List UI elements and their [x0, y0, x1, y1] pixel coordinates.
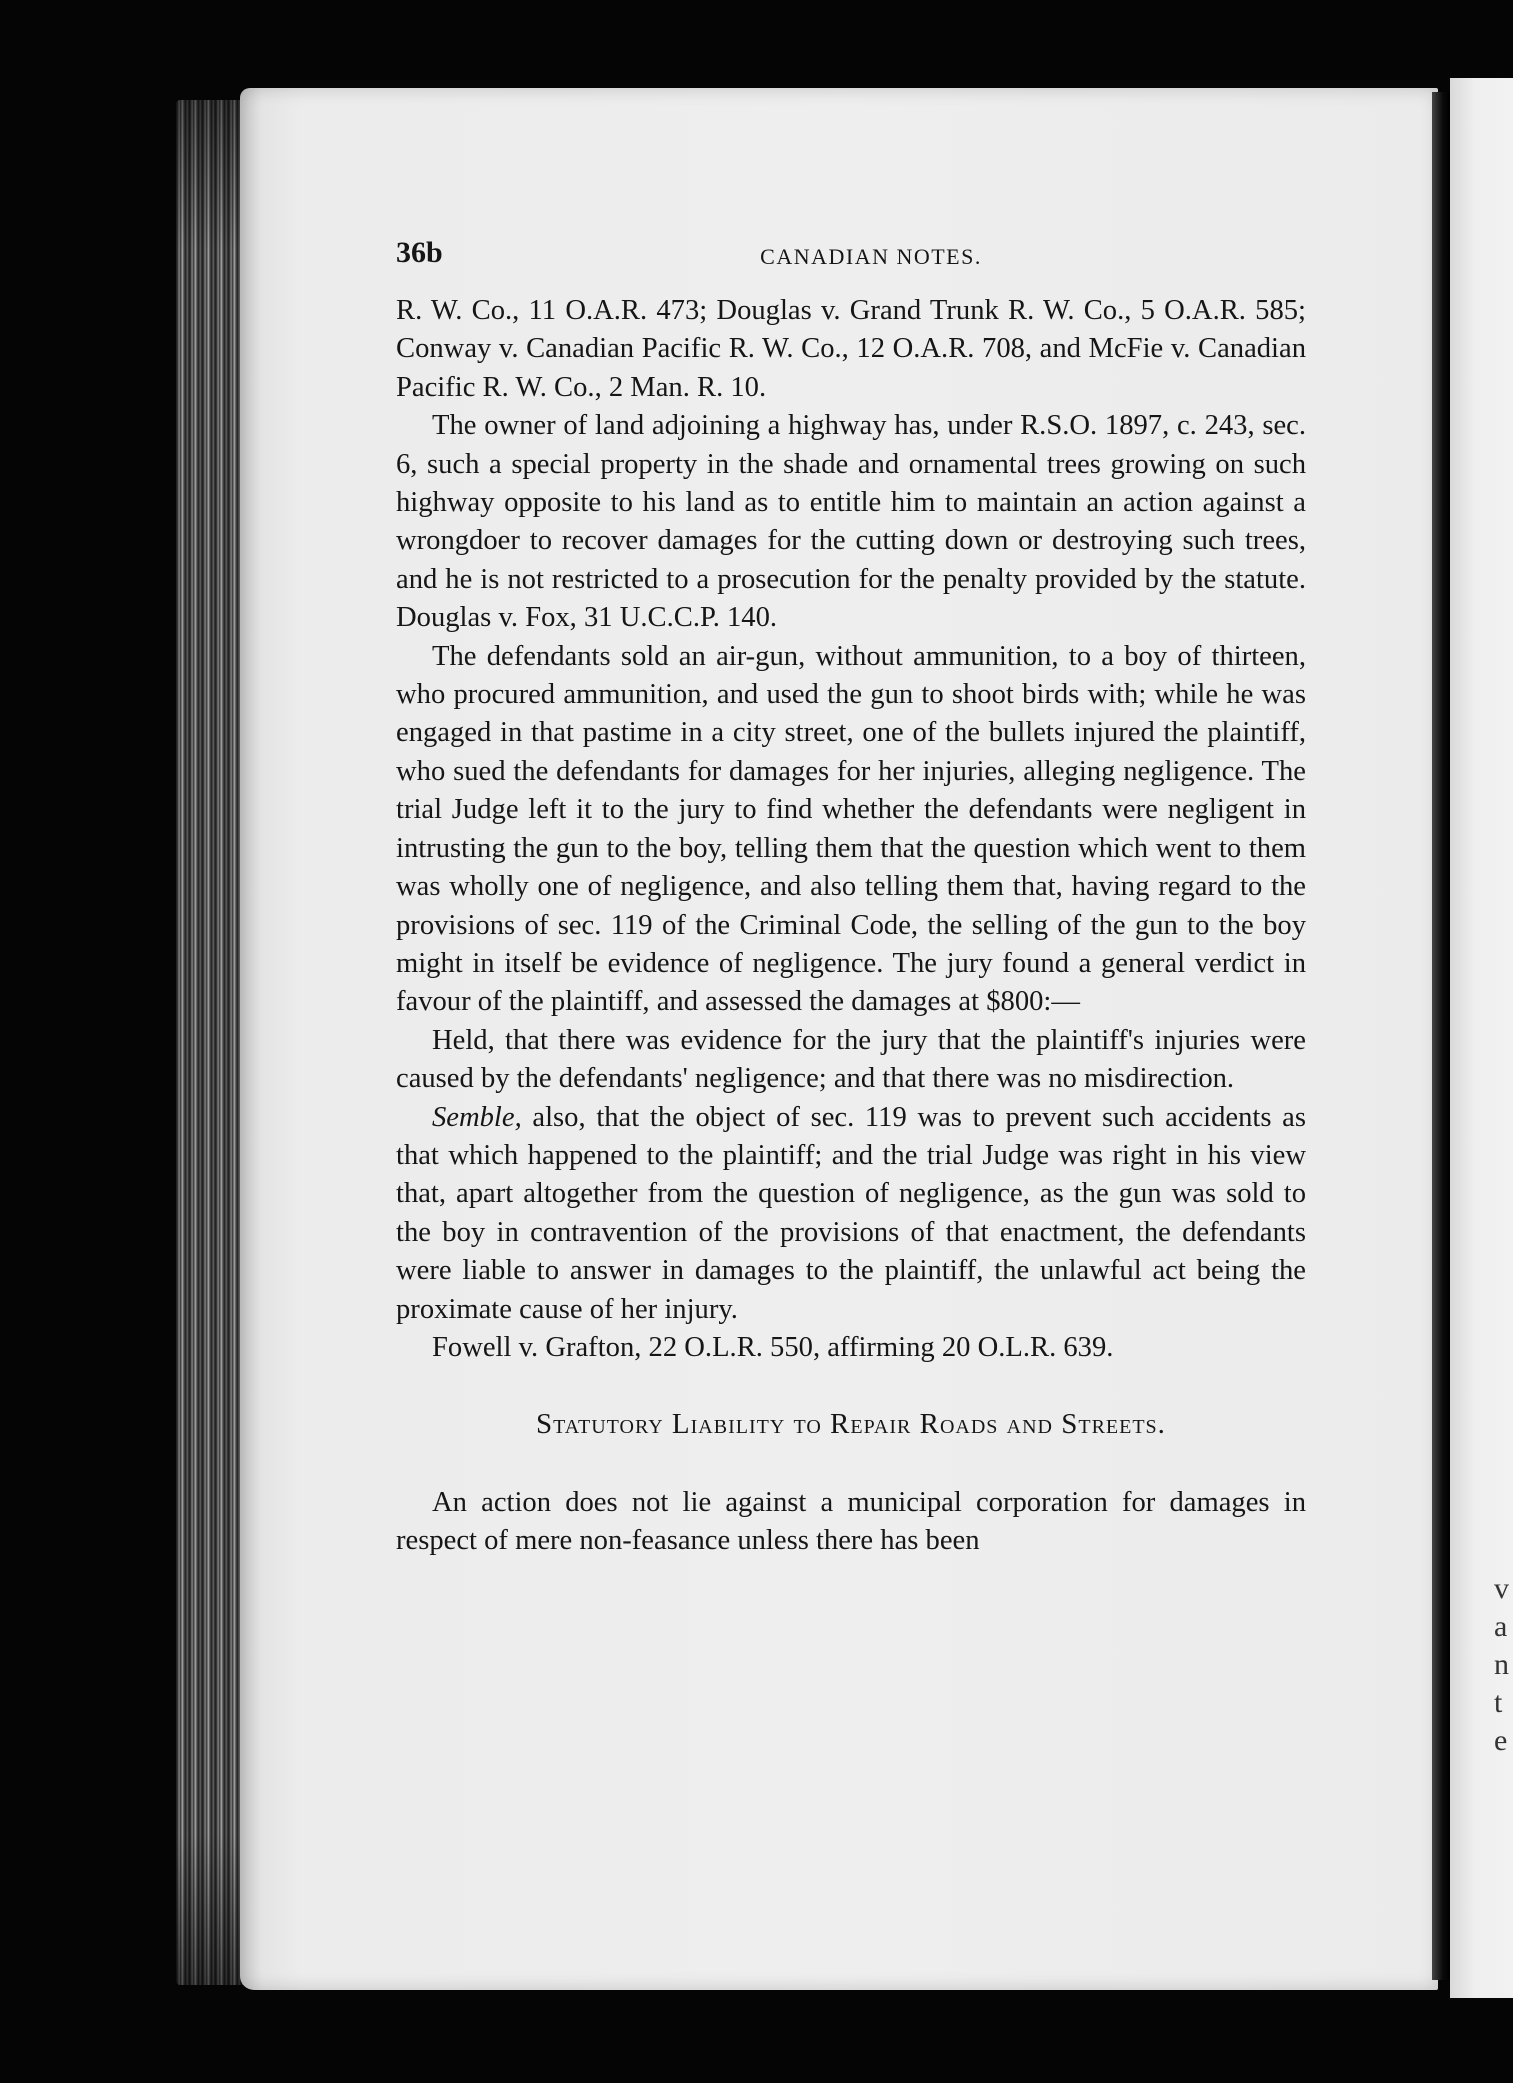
book-gutter: [1432, 92, 1450, 1980]
semble-word: Semble,: [432, 1101, 522, 1133]
paragraph-held: Held, that there was evidence for the jury that the plaintiff's injuries were caused by the defendants' negligence; and that there was no misdirection.: [396, 1024, 1306, 1095]
paragraph-case-citation: Fowell v. Grafton, 22 O.L.R. 550, affirming 20 O.L.R. 639.: [432, 1331, 1114, 1363]
paragraph-continued-citations: R. W. Co., 11 O.A.R. 473; Douglas v. Grand Trunk R. W. Co., 5 O.A.R. 585; Conway v. Canadian Pacific R. W. Co., 12 O.A.R. 708, and McFie v. Canadian Pacific R. W. Co., 2 Man. R. 10.: [396, 295, 1306, 403]
page-text-block: [396, 232, 1306, 1561]
facing-page-letter: n: [1494, 1648, 1509, 1681]
book-page-edges: [176, 100, 244, 1985]
paragraph-air-gun-facts: The defendants sold an air-gun, without ammunition, to a boy of thirteen, who procured ammunition, and used the gun to shoot birds with; while he was engaged in that pastime in a city street, one of the bullets injured the plaintiff, who sued the defendants for damages for her injuries, alleging negligence. The trial Judge left it to the jury to find whether the defendants were negligent in intrusting the gun to the boy, telling them that the question which went to them was wholly one of negligence, and also telling them that, having regard to the provisions of sec. 119 of the Criminal Code, the selling of the gun to the boy might in itself be evidence of negligence. The jury found a general verdict in favour of the plaintiff, and assessed the damages at $800:—: [396, 640, 1306, 1018]
facing-page-sliver: [1450, 78, 1513, 1998]
facing-page-letter: e: [1494, 1724, 1508, 1757]
paragraph-owner-of-land: The owner of land adjoining a highway has, under R.S.O. 1897, c. 243, sec. 6, such a special property in the shade and ornamental trees growing on such highway opposite to his land as to entitle him to maintain an action against a wrongdoer to recover damages for the cutting down or destroying such trees, and he is not restricted to a prosecution for the penalty provided by the statute. Douglas v. Fox, 31 U.C.C.P. 140.: [396, 410, 1306, 634]
running-head: [396, 232, 1306, 272]
facing-page-letter: t: [1494, 1686, 1503, 1719]
paragraph-municipal-action: An action does not lie against a municipal corporation for damages in respect of mere non-feasance unless there has been: [396, 1486, 1306, 1557]
facing-page-letter: a: [1494, 1610, 1508, 1643]
section-heading: Statutory Liability to Repair Roads and Streets.: [536, 1408, 1166, 1441]
page-number: 36b: [396, 236, 443, 269]
paragraph-semble: [396, 1099, 1306, 1329]
semble-text: also, that the object of sec. 119 was to prevent such accidents as that which happened to the plaintiff; and the trial Judge was right in his view that, apart altogether from the question of negligence, as the gun was sold to the boy in contravention of the provisions of that enactment, the defendants were liable to answer in damages to the plaintiff, the unlawful act being the proximate cause of her injury.: [396, 1101, 1306, 1325]
facing-page-letter: v: [1494, 1572, 1509, 1605]
running-title: CANADIAN NOTES.: [760, 244, 982, 269]
